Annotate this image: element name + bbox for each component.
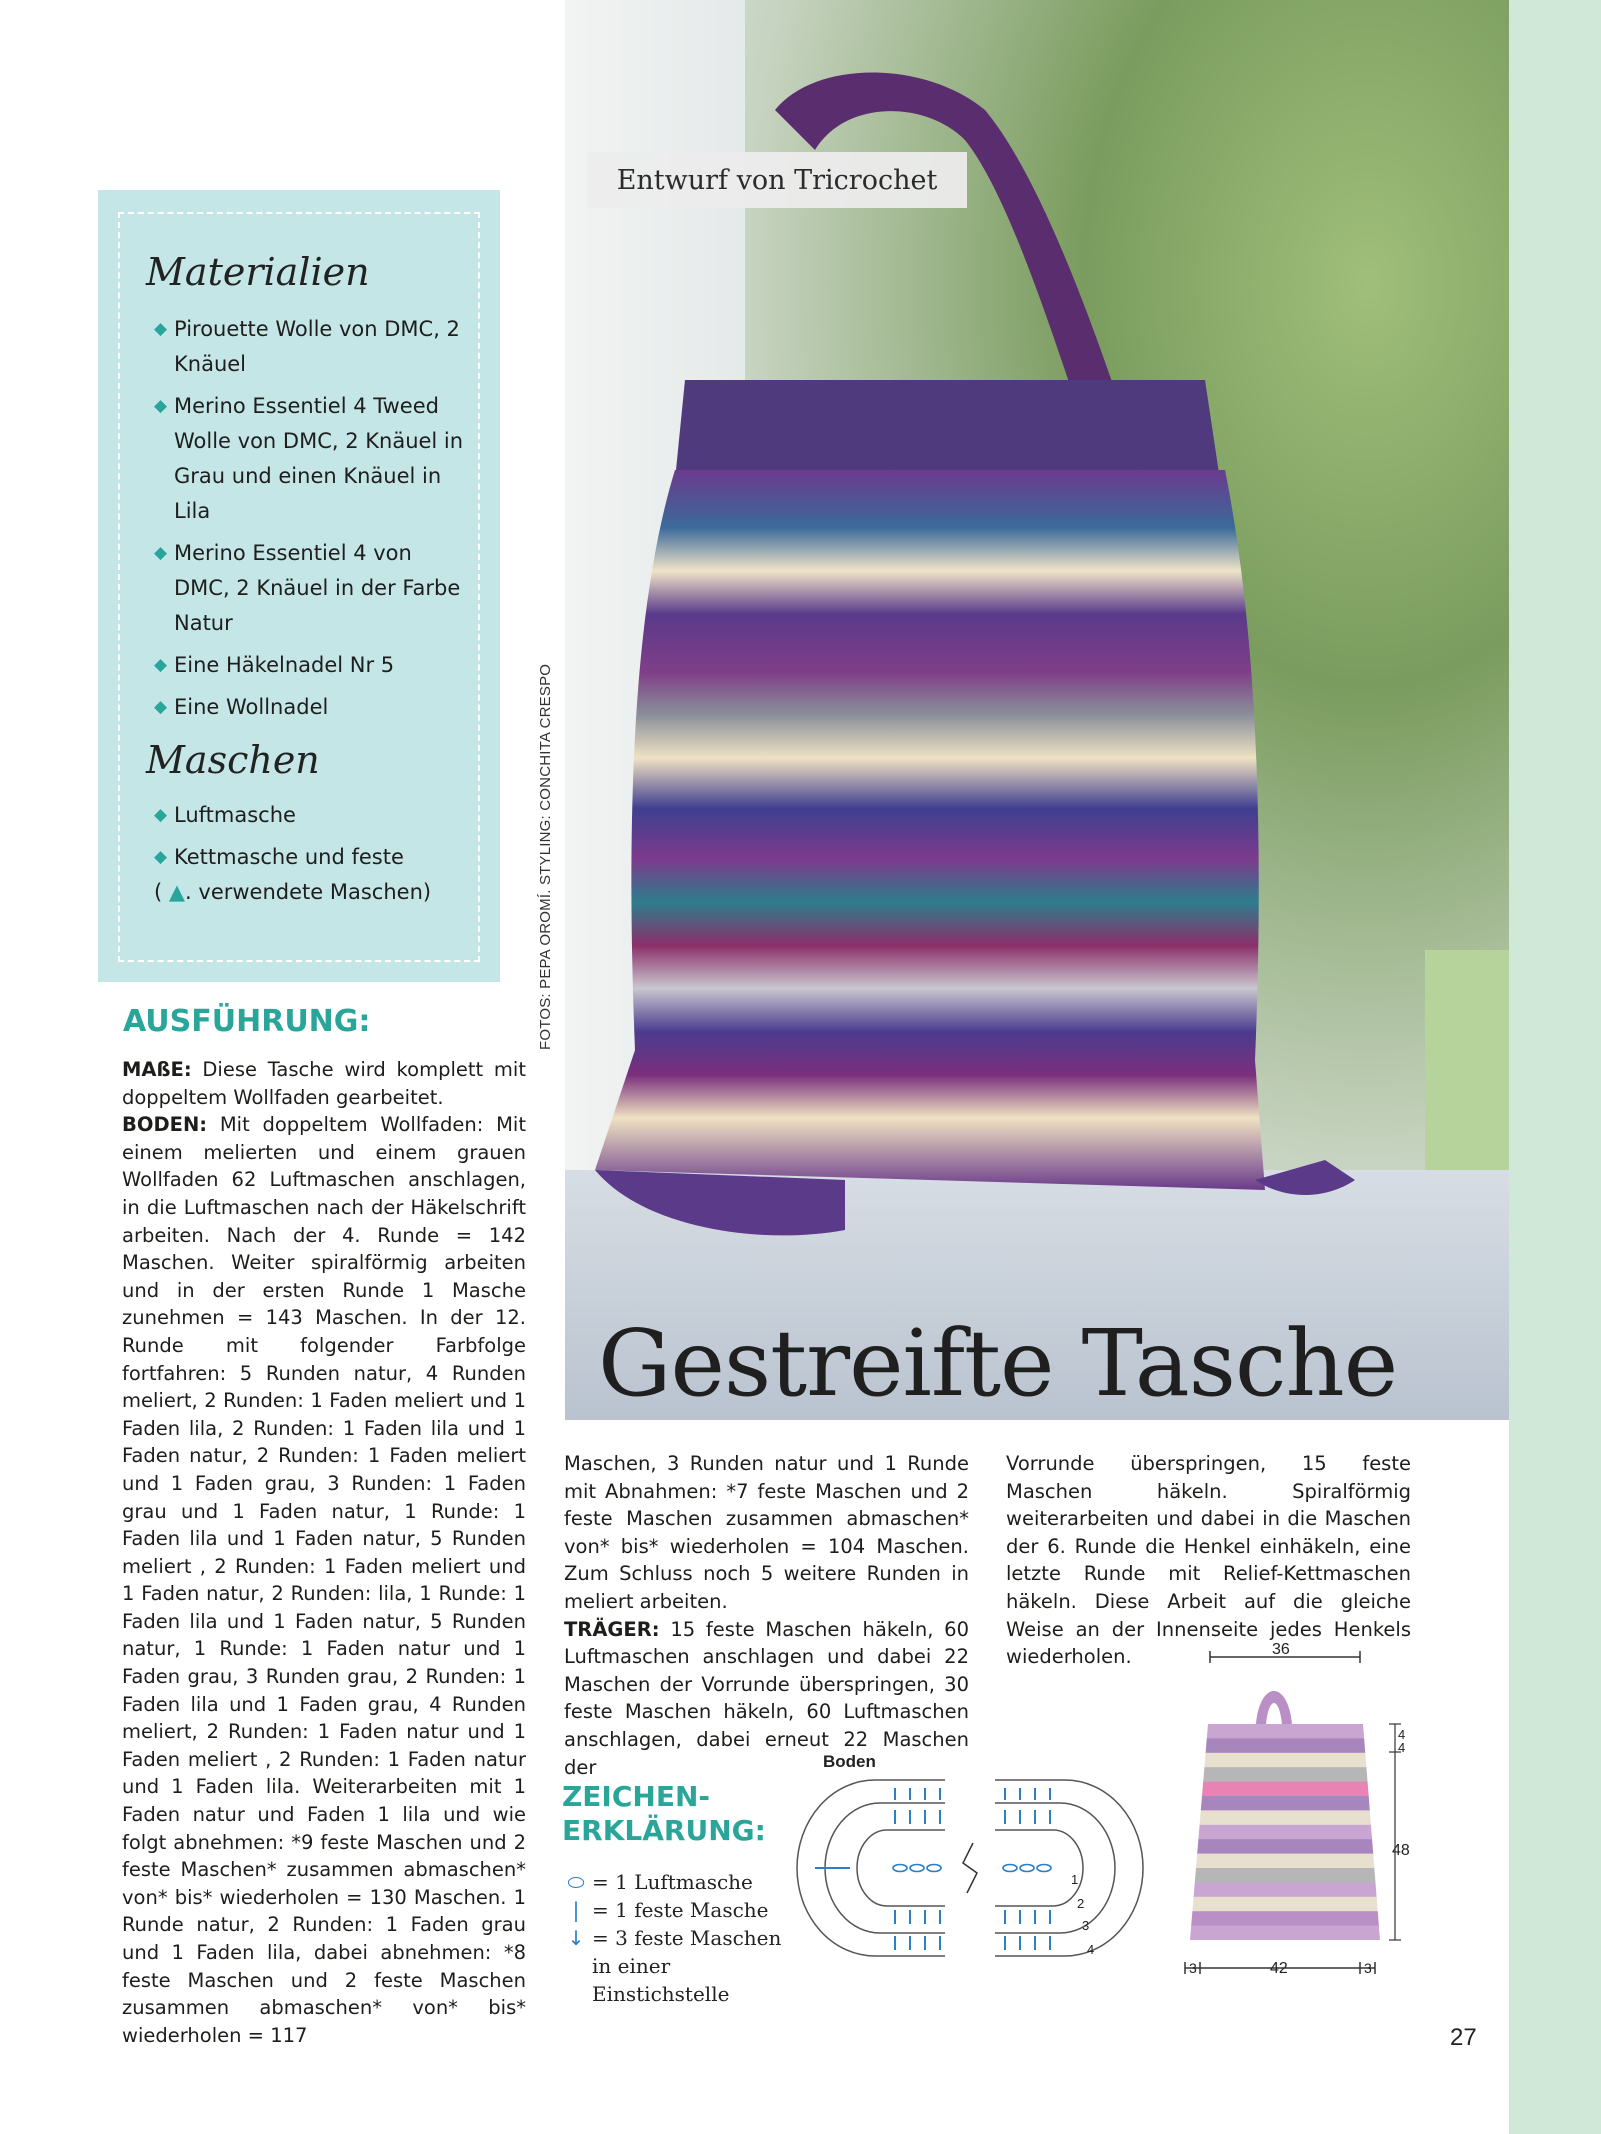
materials-heading: Materialien xyxy=(146,250,370,294)
schematic-stripe xyxy=(1180,1724,1410,1739)
triangle-icon: ▲ xyxy=(168,880,186,904)
increase-icon: ↓ xyxy=(567,1926,585,1950)
stitch-legend xyxy=(560,1868,810,2008)
materials-item: ◆ Pirouette Wolle von DMC, 2 Knäuel xyxy=(154,312,474,382)
schematic-stripe xyxy=(1180,1839,1410,1854)
diamond-bullet-icon: ◆ xyxy=(154,396,168,416)
instructions-heading: AUSFÜHRUNG: xyxy=(123,1004,371,1039)
materials-list xyxy=(154,312,474,732)
diamond-bullet-icon: ◆ xyxy=(154,319,168,339)
chart-chain-marks xyxy=(893,1865,1051,1872)
round-label: 4 xyxy=(1087,1942,1095,1957)
materials-item: ◆ Eine Wollnadel xyxy=(154,690,474,725)
diamond-bullet-icon: ◆ xyxy=(154,655,168,675)
designer-badge: Entwurf von Tricrochet xyxy=(587,152,967,208)
article-title: Gestreifte Tasche xyxy=(598,1310,1398,1417)
stitches-item: ◆ Luftmasche xyxy=(154,798,474,833)
bag-schematic xyxy=(1180,1640,1410,2000)
schematic-stripe xyxy=(1180,1868,1410,1883)
legend-heading: ZEICHEN- ERKLÄRUNG: xyxy=(562,1780,766,1847)
crochet-chart xyxy=(795,1748,1175,1988)
stitches-item: ◆ Kettmasche und feste xyxy=(154,840,474,875)
stitches-note: ( ▲. verwendete Maschen) xyxy=(154,880,432,904)
masse-label: MAßE: xyxy=(122,1058,192,1081)
materials-item: ◆ Merino Essentiel 4 von DMC, 2 Knäuel in der Farbe Natur xyxy=(154,536,474,641)
diamond-bullet-icon: ◆ xyxy=(154,697,168,717)
materials-item: ◆ Merino Essentiel 4 Tweed Wolle von DMC, 2 Knäuel in Grau und einen Knäuel in Lila xyxy=(154,389,474,529)
chart-round-labels xyxy=(1071,1872,1094,1957)
photo-credit: FOTOS: PEPA OROMÍ. STYLING: CONCHITA CRESPO xyxy=(537,663,554,1050)
round-label: 2 xyxy=(1077,1896,1085,1911)
schematic-stripe xyxy=(1180,1854,1410,1869)
round-label: 1 xyxy=(1071,1872,1079,1887)
instructions-column-1: MAßE: Diese Tasche wird komplett mit doppeltem Wollfaden gearbeitet. BODEN: Mit doppeltem Wollfaden: Mit einem melierten und einem grauen Wollfaden 62 Luftmaschen anschlagen, in die Luftmaschen nach der Häkelschrift arbeiten. Nach der 4. Runde = 142 Maschen. Weiter spiralförmig arbeiten und in der ersten Runde 1 Masche zunehmen = 143 Maschen. In der 12. Runde mit folgender Farbfolge fortfahren: 5 Runden natur, 4 Runden meliert, 2 Runden: 1 Faden meliert und 1 Faden lila, 2 Runden: 1 Faden lila und 1 Faden natur, 2 Runden: 1 Faden meliert und 1 Faden grau, 3 Runden: 1 Faden grau und 1 Faden natur, 1 Runde: 1 Faden lila und 1 Faden natur, 5 Runden meliert , 2 Runden: 1 Faden meliert und 1 Faden natur, 2 Runden: lila, 1 Runde: 1 Faden lila und 1 Faden natur, 5 Runden natur, 1 Runde: 1 Faden natur und 1 Faden grau, 3 Runden grau, 2 Runden: 1 Faden lila und 1 Faden grau, 4 Runden meliert, 2 Runden: 1 Faden natur und 1 Faden meliert , 2 Runden: 1 Faden natur und 1 Faden lila. Weiterarbeiten mit 1 Faden natur und Faden 1 lila und wie folgt abnehmen: *9 feste Maschen und 2 feste Maschen* zusammen abmaschen* von* bis* wiederholen = 130 Maschen. 1 Runde natur, 2 Runden: 1 Faden grau und 1 Faden lila, dabei abnehmen: *8 feste Maschen und 2 feste Maschen zusammen abmaschen* von* bis* wiederholen = 117 xyxy=(122,1058,526,2047)
legend-row: ⬭ = 1 Luftmasche xyxy=(560,1868,810,1896)
stitches-heading: Maschen xyxy=(146,738,320,782)
bag-photo xyxy=(565,0,1509,1420)
schematic-stripe xyxy=(1180,1796,1410,1811)
schematic-stripe xyxy=(1180,1738,1410,1753)
top-width-label: 36 xyxy=(1272,1641,1290,1658)
legend-continuation: in einer Einstichstelle xyxy=(592,1954,730,2006)
right-margin-label: 3 xyxy=(1364,1960,1372,1976)
schematic-stripe xyxy=(1180,1810,1410,1825)
handle-height-label: 4 xyxy=(1398,1727,1406,1742)
schematic-stripe xyxy=(1180,1782,1410,1797)
round-label: 3 xyxy=(1082,1918,1090,1933)
single-crochet-icon: | xyxy=(572,1898,580,1922)
schematic-stripes xyxy=(1180,1724,1410,1941)
schematic-stripe xyxy=(1180,1753,1410,1768)
legend-row: ↓ = 3 feste Maschen xyxy=(560,1924,810,1952)
schematic-stripe xyxy=(1180,1767,1410,1782)
boden-label: BODEN: xyxy=(122,1113,208,1137)
schematic-stripe xyxy=(1180,1882,1410,1897)
bottom-width-label: 42 xyxy=(1270,1960,1288,1977)
instructions-column-3: Vorrunde überspringen, 15 feste Maschen häkeln. Spiralförmig weiterarbeiten und dabei in die Maschen der 6. Runde die Henkel einhäkeln, eine letzte Runde mit Relief-Kettmaschen häkeln. Diese Arbeit auf die gleiche Weise an der Innenseite jedes Henkels wiederholen. xyxy=(1006,1452,1411,1669)
schematic-stripe xyxy=(1180,1926,1410,1941)
materials-item: ◆ Eine Häkelnadel Nr 5 xyxy=(154,648,474,683)
diamond-bullet-icon: ◆ xyxy=(154,805,168,825)
left-margin-label: 3 xyxy=(1189,1960,1197,1976)
schematic-stripe xyxy=(1180,1911,1410,1926)
schematic-handle xyxy=(1256,1691,1292,1724)
chart-title: Boden xyxy=(823,1752,876,1771)
handle-height-label: 4 xyxy=(1398,1740,1406,1755)
diamond-bullet-icon: ◆ xyxy=(154,847,168,867)
diamond-bullet-icon: ◆ xyxy=(154,543,168,563)
right-dimension xyxy=(1389,1724,1401,1940)
bag-illustration xyxy=(565,0,1509,1420)
traeger-label: TRÄGER: xyxy=(564,1617,660,1641)
page-number: 27 xyxy=(1450,2024,1477,2051)
body-height-label: 48 xyxy=(1392,1842,1410,1859)
chain-stitch-icon: ⬭ xyxy=(567,1870,585,1894)
stitches-list xyxy=(154,798,474,882)
legend-row: | = 1 feste Masche xyxy=(560,1896,810,1924)
instructions-column-2: Maschen, 3 Runden natur und 1 Runde mit Abnahmen: *7 feste Maschen und 2 feste Maschen zusammen abmaschen* von* bis* wiederholen = 104 Maschen. Zum Schluss noch 5 weitere Runden in meliert arbeiten. TRÄGER: 15 feste Maschen häkeln, 60 Luftmaschen anschlagen und dabei 22 Maschen der Vorrunde überspringen, 30 feste Maschen häkeln, 60 Luftmaschen anschlagen, dabei erneut 22 Maschen der xyxy=(564,1452,969,1779)
materials-box xyxy=(98,190,500,982)
schematic-stripe xyxy=(1180,1897,1410,1912)
side-color-strip xyxy=(1509,0,1601,2134)
schematic-stripe xyxy=(1180,1825,1410,1840)
